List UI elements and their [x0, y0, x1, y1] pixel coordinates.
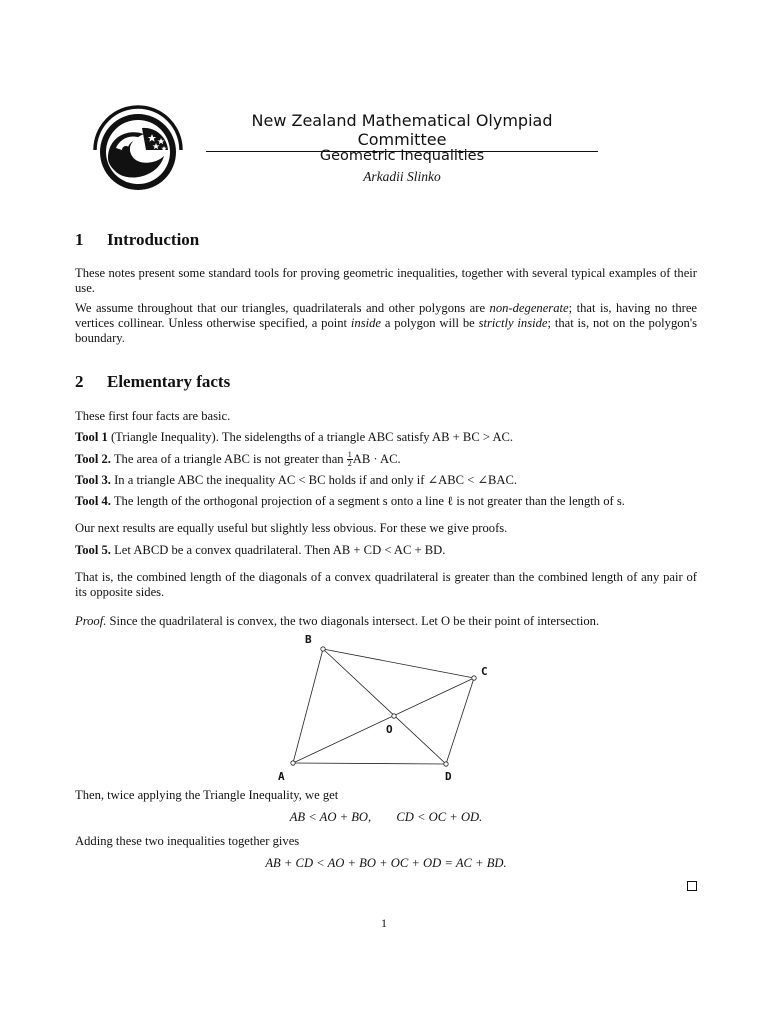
section-heading-introduction [75, 230, 199, 250]
explanation-paragraph: That is, the combined length of the diagonals of a convex quadrilateral is greater than the combined length of any pair of its opposite sides. [75, 570, 697, 599]
tool-5 [75, 543, 697, 558]
committee-name: New Zealand Mathematical Olympiad Committee [206, 111, 598, 152]
tool-4 [75, 494, 697, 509]
tool-2 [75, 451, 697, 468]
proof-paragraph [75, 614, 697, 629]
section-title: Introduction [107, 230, 200, 249]
text-run: We assume throughout that our triangles, quadrilaterals and other polygons are [75, 301, 490, 315]
author-name: Arkadii Slinko [363, 169, 441, 184]
tool-text: AB · AC. [352, 452, 401, 466]
label-d: D [445, 770, 452, 783]
tool-label: Tool 3. [75, 473, 111, 487]
then-paragraph: Then, twice applying the Triangle Inequality, we get [75, 788, 339, 802]
emphasis-strictly-inside: strictly inside [478, 316, 548, 330]
qed-symbol [687, 881, 697, 891]
vertex-c [472, 676, 476, 680]
page-number: 1 [381, 916, 387, 930]
text-run: ; that is, having no three vertices collinear. Unless otherwise specified, a point [75, 301, 698, 330]
tool-text: Let ABCD be a convex quadrilateral. Then AB + CD < AC + BD. [110, 543, 446, 557]
side-ab [293, 649, 323, 763]
emphasis-non-degenerate: non-degenerate [489, 301, 569, 315]
emphasis-inside: inside [350, 316, 381, 330]
tool-1 [75, 430, 697, 445]
side-cd [446, 678, 474, 764]
next-results-paragraph: Our next results are equally useful but slightly less obvious. For these we give proofs. [75, 521, 508, 535]
label-o: O [386, 723, 393, 736]
tool-label: Tool 1 [75, 430, 108, 444]
tool-text: The area of a triangle ABC is not greater than [110, 452, 347, 466]
tool-label: Tool 5. [75, 543, 111, 557]
tool-text: The length of the orthogonal projection of a segment s onto a line ℓ is not greater than the length of s. [110, 494, 625, 508]
vertex-b [321, 647, 325, 651]
vertex-d [444, 762, 448, 766]
tool-label: Tool 4. [75, 494, 111, 508]
diagonal-bd [323, 649, 446, 764]
intersection-o [392, 714, 396, 718]
text-run: a polygon will be [381, 316, 479, 330]
vertex-a [291, 761, 295, 765]
nzmoc-logo [86, 98, 190, 194]
equation-2: AB + CD < AO + BO + OC + OD = AC + BD. [265, 856, 507, 870]
fraction-denominator: 2 [347, 459, 352, 468]
document-title: Geometric Inequalities [319, 148, 485, 164]
quadrilateral-figure [270, 630, 500, 790]
adding-paragraph: Adding these two inequalities together gives [75, 834, 300, 848]
tool-text: In a triangle ABC the inequality AC < BC holds if and only if ∠ABC < ∠BAC. [110, 473, 518, 487]
tool-label: Tool 2. [75, 452, 111, 466]
intro-paragraph-2 [75, 301, 697, 346]
tool-name: (Triangle Inequality). [107, 430, 219, 444]
section-heading-elementary-facts [75, 372, 230, 392]
section-title: Elementary facts [107, 372, 231, 391]
proof-text: Since the quadrilateral is convex, the two diagonals intersect. Let O be their point of intersection. [106, 614, 600, 628]
equation-1: AB < AO + BO, CD < OC + OD. [289, 810, 483, 824]
text-run: ; that is, not on the polygon's boundary. [75, 316, 697, 345]
label-a: A [278, 770, 285, 783]
intro-paragraph-1: These notes present some standard tools for proving geometric inequalities, together with several typical examples of their use. [75, 266, 697, 295]
facts-lead: These first four facts are basic. [75, 409, 231, 423]
section-number: 2 [75, 372, 84, 391]
label-b: B [305, 633, 312, 646]
proof-label: Proof. [75, 614, 107, 628]
diagonal-ac [293, 678, 474, 763]
fraction-numerator: 1 [347, 450, 352, 459]
tool-3 [75, 473, 697, 488]
side-bc [323, 649, 474, 678]
side-da [293, 763, 446, 764]
label-c: C [481, 665, 488, 678]
tool-text: The sidelengths of a triangle ABC satisfy AB + BC > AC. [218, 430, 514, 444]
section-number: 1 [75, 230, 84, 249]
